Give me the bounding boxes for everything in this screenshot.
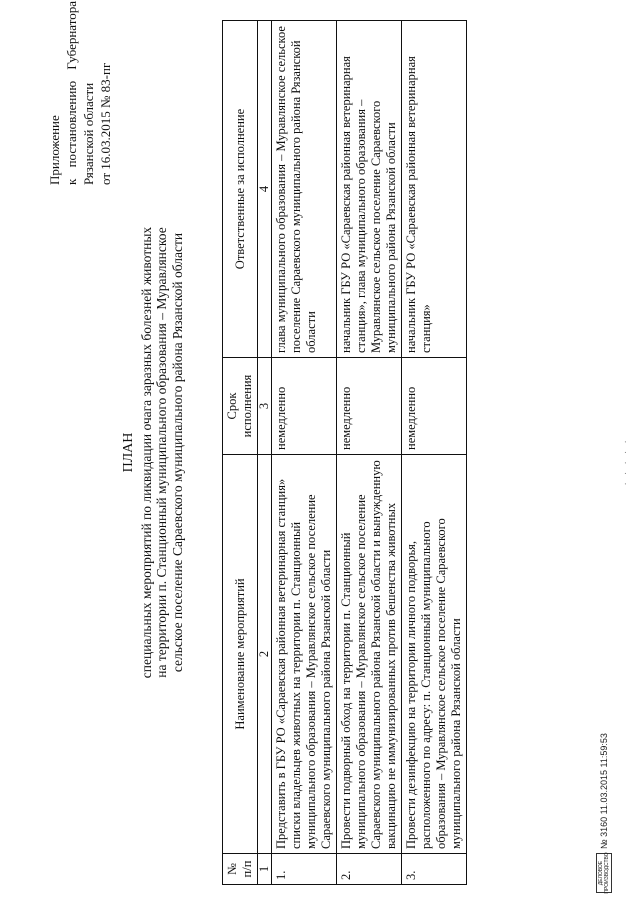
header-num: № п/п [223, 854, 258, 885]
header-resp: Ответственные за исполнение [223, 21, 258, 358]
row-resp: начальник ГБУ РО «Сараевская районная ветеринарная станция», глава муниципального образования – Муравлянское сельское поселение Сараевского муниципального района Рязанской области [337, 21, 402, 358]
plan-subtitle-line-2: на территории п. Станционный муниципального образования – Муравлянское [154, 227, 169, 678]
appendix-title: Приложение [47, 115, 62, 185]
appendix-decree: к постановлению Губернатора [64, 0, 79, 185]
row-term: немедленно [337, 358, 402, 455]
table-row [337, 21, 402, 885]
col-number-1: 1 [258, 854, 272, 885]
table-row [272, 21, 337, 885]
appendix-region: Рязанской области [81, 82, 96, 185]
row-term: немедленно [272, 358, 337, 455]
stamp-logo [596, 853, 612, 893]
row-name: Представить в ГБУ РО «Сараевская районная ветеринарная станция» списки владельцев животных на территории п. Станционный муниципального образования – Муравлянское сельское поселение Сараевского муниципального района Рязанской области [272, 455, 337, 854]
table-row [402, 21, 467, 885]
row-num: 3. [402, 854, 467, 885]
col-number-2: 2 [258, 455, 272, 854]
stamp-text: № 3160 11.03.2015 11:59:53 [599, 733, 609, 849]
appendix-block [46, 0, 114, 185]
row-num: 2. [337, 854, 402, 885]
row-resp: начальник ГБУ РО «Сараевская районная ветеринарная станция» [402, 21, 467, 358]
plan-title [121, 100, 185, 805]
plan-subtitle-line-1: специальных мероприятий по ликвидации очага заразных болезней животных [138, 226, 154, 679]
column-number-row [258, 21, 272, 885]
row-num: 1. [272, 854, 337, 885]
row-term: немедленно [402, 358, 467, 455]
plan-table [222, 20, 467, 885]
header-name: Наименование мероприятий [223, 455, 258, 854]
col-number-4: 4 [258, 21, 272, 358]
registration-stamp [596, 733, 612, 893]
row-name: Провести подворный обход на территории п. Станционный муниципального образования – Муравлянское сельское поселение Сараевского муниципального района Рязанской области и вынужденную вакцинацию не иммунизированных против бешенства животных [337, 455, 402, 854]
plan-heading: ПЛАН [121, 432, 136, 473]
col-number-3: 3 [258, 358, 272, 455]
row-name: Провести дезинфекцию на территории личного подворья, расположенного по адресу: п. Станционный муниципального образования – Муравлянское сельское поселение Сараевского муниципального района Рязанской области [402, 455, 467, 854]
row-resp: глава муниципального образования – Муравлянское сельское поселение Сараевского муниципального района Рязанской области [272, 21, 337, 358]
stamp-logo-text: ДЕЛОВОЕ ПРОИЗВОДСТВО [598, 852, 610, 894]
appendix-date: от 16.03.2015 № 83-пг [98, 62, 113, 185]
table-header-row [223, 21, 258, 885]
scan-dots-decoration: . . . . . [618, 437, 628, 485]
plan-subtitle-line-3: сельское поселение Сараевского муниципального района Рязанской области [169, 232, 185, 673]
header-term: Срок исполнения [223, 358, 258, 455]
